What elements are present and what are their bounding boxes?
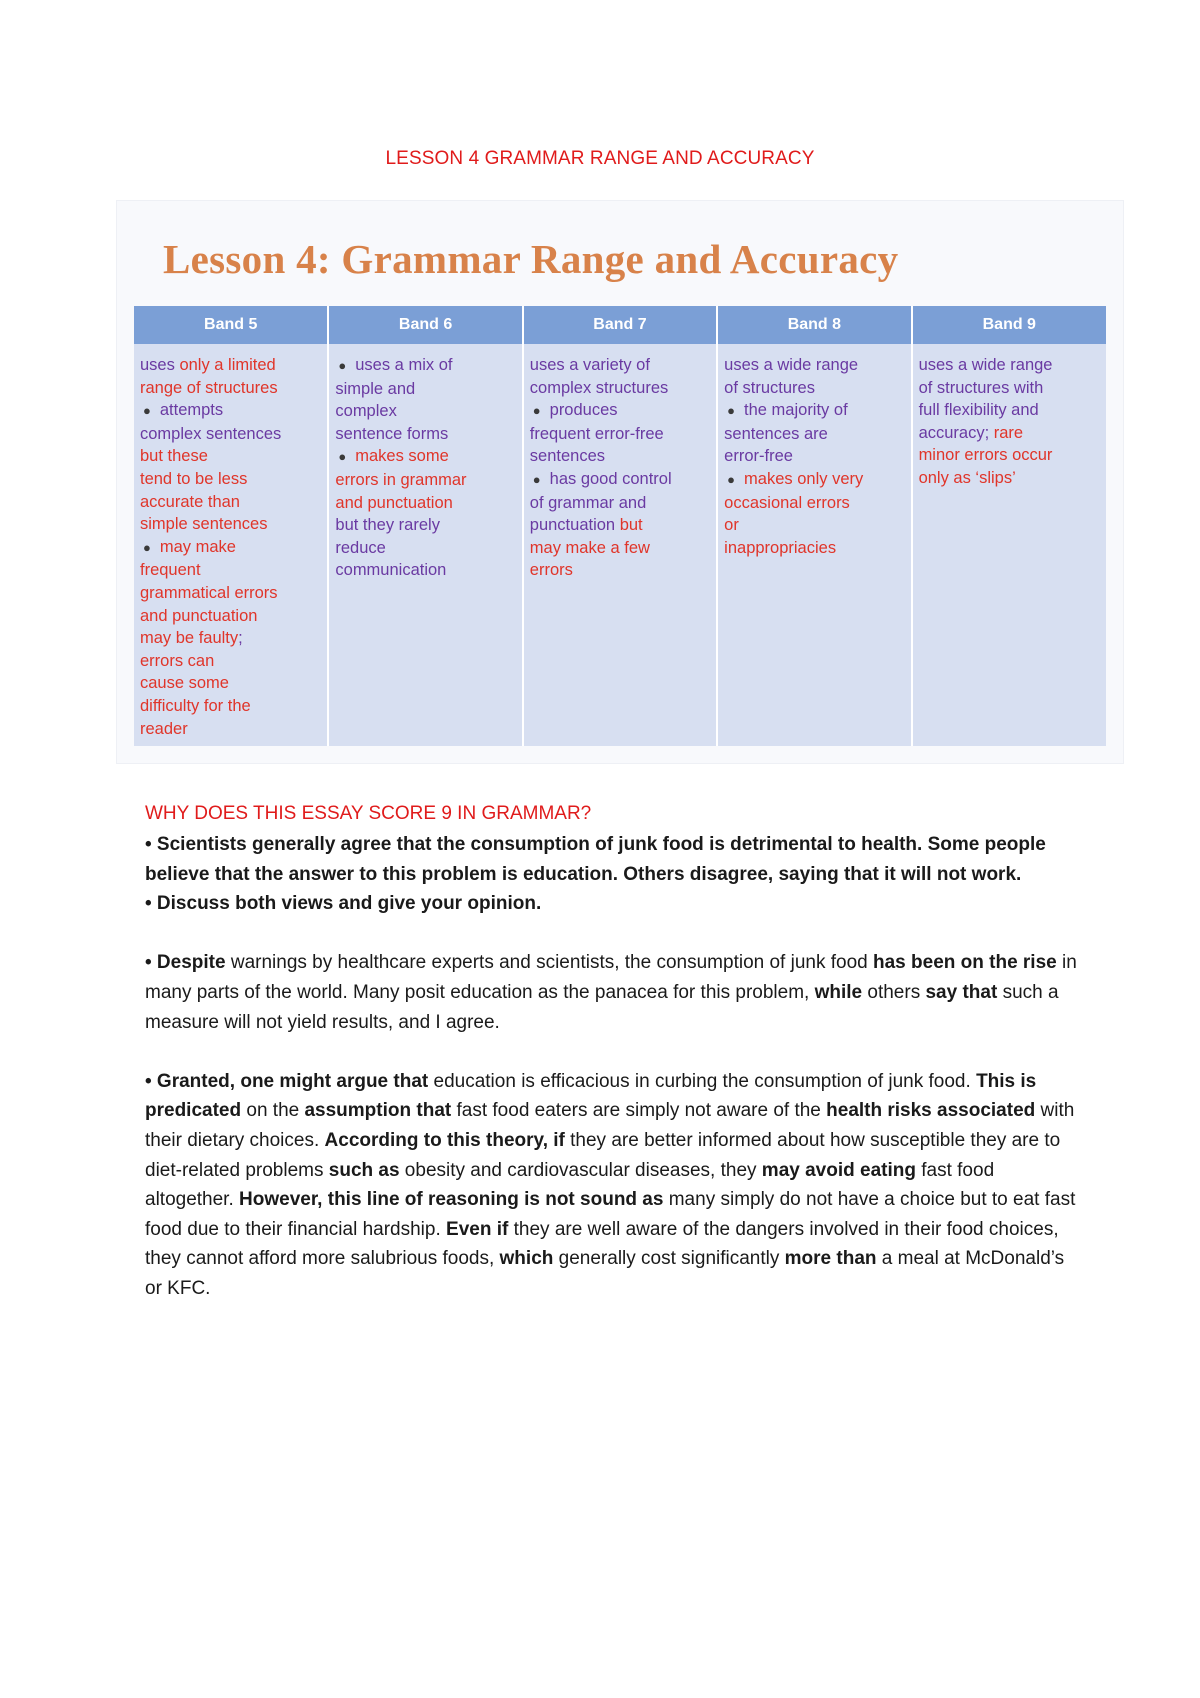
- band-line: [335, 514, 515, 537]
- band-text-run: complex sentences: [140, 424, 282, 443]
- essay-text-run: may avoid eating: [761, 1159, 916, 1181]
- slide-title: Lesson 4: Grammar Range and Accuracy: [163, 236, 899, 282]
- essay-text-run: education is efficacious in curbing the consumption of junk food.: [428, 1070, 977, 1092]
- essay-text-run: many simply do not have a choice but to eat fast food due to their financial hardship.: [145, 1189, 1076, 1240]
- band-text-run: reader: [140, 719, 188, 738]
- band-line: [140, 377, 321, 400]
- band-line: [140, 423, 321, 446]
- essay-text-run: health risks associated: [826, 1100, 1036, 1122]
- band-text-run: rare: [993, 423, 1024, 442]
- band-line: [919, 467, 1100, 490]
- band-header: Band 8: [717, 306, 911, 344]
- band-description-cell: [523, 344, 717, 746]
- band-text-run: complex: [335, 402, 397, 421]
- essay-text-run: However, this line of reasoning is not sound as: [239, 1189, 664, 1211]
- band-header-row: [134, 306, 1106, 344]
- band-text-run: accuracy;: [918, 423, 994, 442]
- band-line: [919, 399, 1100, 422]
- band-header: Band 7: [523, 306, 717, 344]
- band-line: [140, 491, 321, 514]
- band-line: [140, 718, 321, 741]
- bullet-icon: ●: [338, 358, 347, 373]
- bullet-icon: ●: [727, 403, 736, 419]
- band-text-run: errors: [529, 561, 573, 580]
- band-text-run: or: [724, 516, 739, 535]
- lesson-slide-image: [116, 200, 1124, 764]
- essay-text-run: they are well aware of the dangers involved in their food choices, they cannot afford more salubrious foods,: [145, 1218, 1059, 1270]
- band-header: Band 5: [134, 306, 328, 344]
- band-line: [335, 469, 515, 492]
- essay-text-run: while: [814, 981, 863, 1003]
- band-line: [724, 445, 904, 468]
- band-text-run: ;: [238, 629, 243, 648]
- essay-text-run: This is predicated: [145, 1070, 1037, 1122]
- band-text-run: only a limited: [179, 356, 276, 374]
- band-text-run: makes only very: [744, 469, 864, 488]
- band-text-run: communication: [335, 561, 447, 580]
- band-text-run: sentence forms: [335, 424, 449, 443]
- band-line: [724, 514, 904, 537]
- band-header: Band 9: [912, 306, 1106, 344]
- essay-text-run: with their dietary choices.: [145, 1100, 1075, 1151]
- band-text-run: but they rarely: [335, 516, 440, 535]
- band-text-run: may make: [159, 537, 236, 556]
- question-heading: WHY DOES THIS ESSAY SCORE 9 IN GRAMMAR?: [145, 803, 592, 824]
- essay-text-run: they are better informed about how susceptible they are to diet-related problems: [145, 1129, 1061, 1181]
- band-line: [919, 354, 1100, 377]
- band-text-run: accurate than: [140, 492, 240, 511]
- band-line: [919, 444, 1100, 467]
- band-description-row: [134, 344, 1106, 746]
- band-line: [140, 513, 321, 536]
- band-line: [140, 399, 321, 423]
- band-text-run: the majority of: [744, 401, 848, 420]
- essay-text-run: say that: [925, 981, 998, 1003]
- band-line: [530, 377, 710, 400]
- band-text-run: simple sentences: [140, 515, 268, 534]
- band-line: [530, 514, 710, 537]
- band-line: [919, 377, 1100, 400]
- band-line: [724, 492, 904, 515]
- essay-text-run: fast food altogether.: [145, 1159, 995, 1211]
- essay-text-run: • Granted, one might argue that: [145, 1070, 429, 1092]
- essay-text-run: obesity and cardiovascular diseases, they: [399, 1159, 762, 1181]
- band-text-run: produces: [549, 401, 618, 420]
- essay-paragraph: [145, 889, 1085, 919]
- band-line: [335, 492, 515, 515]
- band-line: [140, 559, 321, 582]
- essay-text-run: more than: [784, 1248, 877, 1270]
- band-text-run: uses a mix of: [355, 356, 453, 374]
- band-text-run: may be faulty: [140, 629, 239, 648]
- band-text-run: sentences: [529, 447, 605, 466]
- band-text-run: uses a wide range: [918, 356, 1053, 374]
- band-line: [530, 468, 710, 492]
- essay-text-run: such as: [328, 1159, 400, 1181]
- band-text-run: frequent error-free: [529, 424, 664, 443]
- band-text-run: uses a wide range: [724, 356, 859, 374]
- band-line: [335, 354, 515, 378]
- band-text-run: of structures with: [918, 378, 1044, 397]
- band-text-run: punctuation: [529, 516, 620, 535]
- band-text-run: full flexibility and: [918, 401, 1039, 420]
- band-text-run: but: [619, 516, 643, 535]
- bullet-icon: ●: [143, 403, 151, 419]
- essay-text-run: generally cost significantly: [553, 1248, 785, 1270]
- band-text-run: of grammar and: [529, 493, 647, 512]
- band-line: [530, 537, 710, 560]
- essay-text-run: others: [862, 981, 926, 1003]
- essay-text-run: fast food eaters are simply not aware of the: [451, 1100, 827, 1122]
- band-line: [140, 582, 321, 605]
- band-text-run: inappropriacies: [724, 538, 837, 557]
- essay-body: [145, 830, 1085, 1304]
- band-text-run: but these: [140, 447, 208, 466]
- band-line: [335, 445, 515, 469]
- bullet-icon: ●: [532, 403, 541, 419]
- band-text-run: only as ‘slips’: [918, 468, 1016, 487]
- essay-text-run: a meal at McDonald’s or KFC.: [145, 1248, 1065, 1299]
- band-line: [140, 627, 321, 650]
- band-line: [140, 650, 321, 673]
- band-line: [530, 399, 710, 423]
- band-line: [140, 354, 321, 377]
- band-line: [530, 423, 710, 446]
- essay-paragraph: [145, 1067, 1085, 1304]
- band-line: [530, 445, 710, 468]
- band-line: [724, 354, 904, 377]
- band-text-run: tend to be less: [140, 469, 248, 488]
- band-line: [140, 468, 321, 491]
- band-text-run: uses: [140, 356, 180, 374]
- bullet-icon: ●: [727, 471, 736, 487]
- band-text-run: cause some: [140, 674, 229, 693]
- essay-text-run: which: [499, 1248, 554, 1270]
- band-text-run: occasional errors: [724, 493, 850, 512]
- essay-text-run: • Despite: [145, 952, 226, 974]
- band-description-cell: [328, 344, 522, 746]
- band-text-run: sentences are: [724, 424, 828, 443]
- band-line: [530, 354, 710, 377]
- band-line: [530, 559, 710, 582]
- band-line: [140, 536, 321, 560]
- band-text-run: and punctuation: [335, 493, 453, 512]
- band-line: [335, 378, 515, 401]
- band-text-run: reduce: [335, 538, 386, 557]
- essay-paragraph: [145, 948, 1085, 1037]
- essay-text-run: assumption that: [304, 1100, 452, 1122]
- band-text-run: and punctuation: [140, 606, 258, 625]
- band-text-run: frequent: [140, 561, 201, 580]
- bullet-icon: ●: [532, 471, 541, 487]
- band-text-run: has good control: [549, 469, 672, 488]
- band-line: [724, 537, 904, 560]
- essay-text-run: such a measure will not yield results, and I agree.: [145, 981, 1059, 1033]
- essay-text-run: in many parts of the world. Many posit education as the panacea for this problem,: [145, 952, 1077, 1003]
- band-text-run: attempts: [159, 401, 224, 420]
- essay-text-run: has been on the rise: [873, 952, 1057, 974]
- band-text-run: uses a variety of: [529, 356, 650, 374]
- essay-text-run: • Scientists generally agree that the consumption of junk food is detrimental to health. Some people believe that the answer to this problem is education. Others disagree, saying that it will not work.: [145, 834, 1046, 885]
- band-text-run: makes some: [355, 447, 449, 466]
- band-text-run: grammatical errors: [140, 583, 278, 602]
- band-line: [724, 399, 904, 423]
- band-description-cell: [912, 344, 1106, 746]
- band-text-run: simple and: [335, 379, 416, 398]
- band-line: [140, 445, 321, 468]
- band-line: [140, 605, 321, 628]
- band-line: [140, 672, 321, 695]
- band-line: [335, 400, 515, 423]
- essay-text-run: on the: [241, 1100, 305, 1122]
- band-text-run: of structures: [724, 378, 815, 397]
- page-title: LESSON 4 GRAMMAR RANGE AND ACCURACY: [385, 148, 815, 169]
- band-text-run: difficulty for the: [140, 696, 251, 715]
- band-line: [335, 423, 515, 446]
- band-line: [335, 537, 515, 560]
- band-text-run: range of structures: [140, 378, 278, 397]
- band-line: [724, 377, 904, 400]
- band-line: [335, 559, 515, 582]
- band-description-cell: [717, 344, 911, 746]
- band-header: Band 6: [328, 306, 522, 344]
- band-description-cell: [134, 344, 328, 746]
- band-line: [724, 468, 904, 492]
- band-line: [530, 492, 710, 515]
- band-text-run: may make a few: [529, 538, 650, 557]
- band-line: [919, 422, 1100, 445]
- essay-text-run: warnings by healthcare experts and scientists, the consumption of junk food: [225, 952, 873, 974]
- band-line: [140, 695, 321, 718]
- band-text-run: errors can: [140, 651, 215, 670]
- bullet-icon: ●: [143, 539, 151, 555]
- essay-paragraph: [145, 830, 1085, 889]
- essay-text-run: According to this theory, if: [324, 1129, 565, 1151]
- band-descriptor-table: [134, 306, 1106, 746]
- band-text-run: error-free: [724, 447, 793, 466]
- essay-text-run: • Discuss both views and give your opinion.: [145, 893, 542, 915]
- essay-text-run: Even if: [446, 1218, 509, 1240]
- band-text-run: errors in grammar: [335, 470, 467, 489]
- band-text-run: complex structures: [529, 378, 669, 397]
- band-text-run: minor errors occur: [918, 446, 1053, 465]
- bullet-icon: ●: [338, 449, 347, 465]
- band-line: [724, 423, 904, 446]
